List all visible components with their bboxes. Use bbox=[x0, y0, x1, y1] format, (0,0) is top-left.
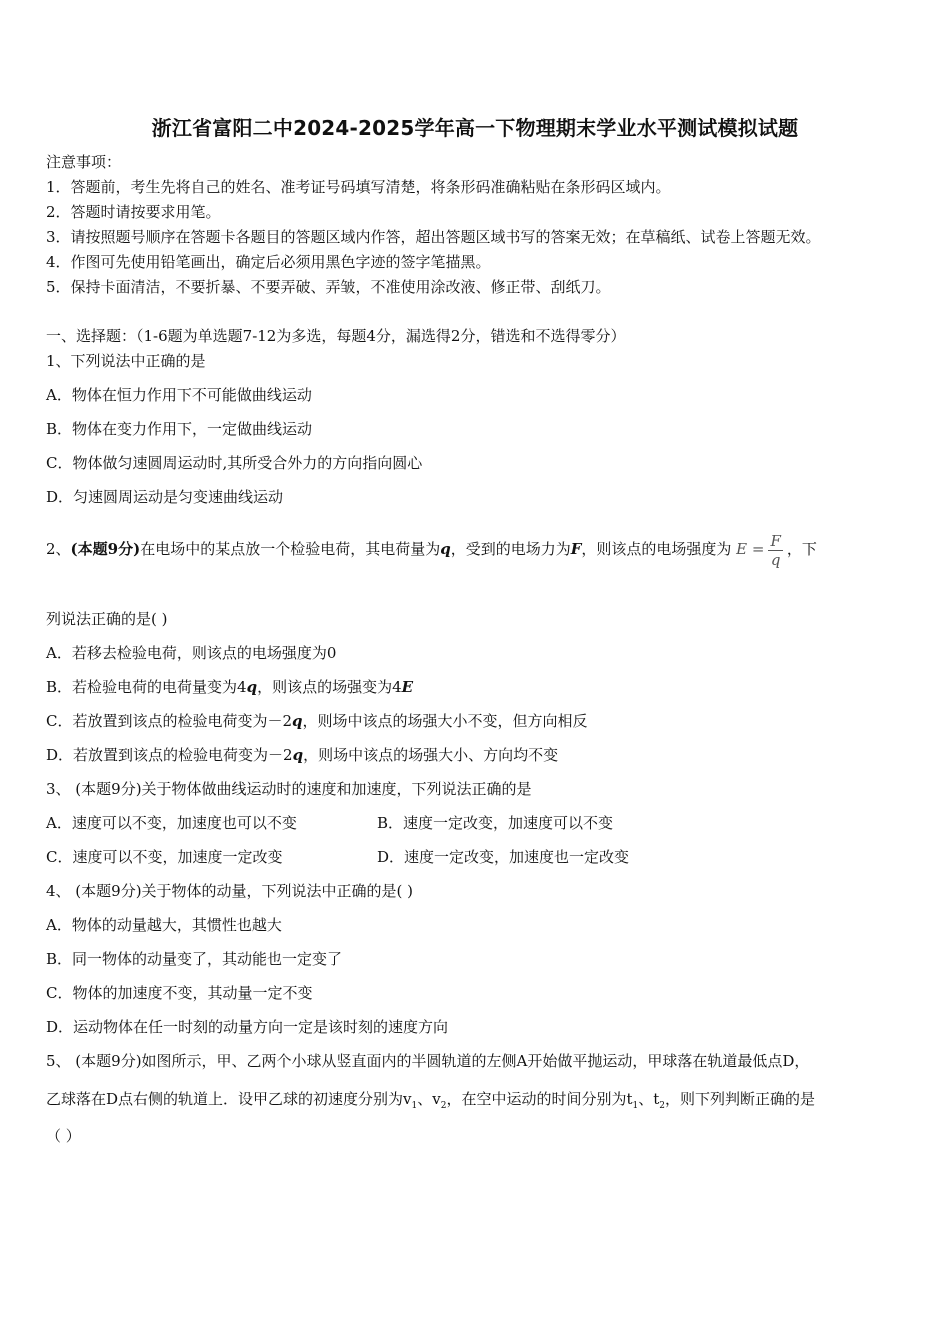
q2-option-a: A．若移去检验电荷，则该点的电场强度为0 bbox=[46, 644, 337, 662]
q4-option-a: A．物体的动量越大，其惯性也越大 bbox=[46, 916, 282, 934]
notice-item-5: 5．保持卡面清洁，不要折暴、不要弄破、弄皱，不准使用涂改液、修正带、刮纸刀。 bbox=[46, 278, 611, 296]
formula-lhs: E = bbox=[736, 540, 765, 558]
formula-fraction bbox=[768, 532, 782, 569]
notice-heading: 注意事项： bbox=[46, 153, 122, 171]
notice-item-1: 1．答题前，考生先将自己的姓名、准考证号码填写清楚，将条形码准确粘贴在条形码区域内。 bbox=[46, 178, 671, 196]
q4-option-c: C．物体的加速度不变，其动量一定不变 bbox=[46, 984, 313, 1002]
page-title: 浙江省富阳二中2024-2025学年高一下物理期末学业水平测试模拟试题 bbox=[151, 116, 799, 140]
section-heading: 一、选择题：（1-6题为单选题7-12为多选，每题4分，漏选得2分，错选和不选得零分） bbox=[46, 327, 626, 345]
q2-option-d: D．若放置到该点的检验电荷变为－2q，则场中该点的场强大小、方向均不变 bbox=[46, 746, 559, 764]
notice-item-2: 2．答题时请按要求用笔。 bbox=[46, 203, 221, 221]
q2-stem-line2: 列说法正确的是( ) bbox=[46, 610, 168, 628]
q3-option-a: A．速度可以不变，加速度也可以不变 bbox=[46, 814, 297, 832]
q3-stem: 3、 (本题9分)关于物体做曲线运动时的速度和加速度，下列说法正确的是 bbox=[46, 780, 532, 798]
q4-option-b: B．同一物体的动量变了，其动能也一定变了 bbox=[46, 950, 343, 968]
q4-stem: 4、 (本题9分)关于物体的动量，下列说法中正确的是( ) bbox=[46, 882, 414, 900]
q2-option-b: B．若检验电荷的电荷量变为4q，则该点的场强变为4E bbox=[46, 678, 414, 696]
q1-option-d: D．匀速圆周运动是匀变速曲线运动 bbox=[46, 488, 284, 506]
formula-denominator: q bbox=[770, 550, 781, 569]
q4-option-d: D．运动物体在任一时刻的动量方向一定是该时刻的速度方向 bbox=[46, 1018, 449, 1036]
q5-stem-line3: （ ） bbox=[46, 1127, 81, 1145]
q1-option-a: A．物体在恒力作用下不可能做曲线运动 bbox=[46, 386, 312, 404]
q1-option-c: C．物体做匀速圆周运动时,其所受合外力的方向指向圆心 bbox=[46, 454, 423, 472]
q3-option-d: D．速度一定改变，加速度也一定改变 bbox=[377, 848, 630, 866]
formula-numerator: F bbox=[770, 531, 781, 550]
q5-stem-line1: 5、 (本题9分)如图所示，甲、乙两个小球从竖直面内的半圆轨道的左侧A开始做平抛运动，甲球落在轨道最低点D， bbox=[46, 1052, 810, 1070]
q2-stem-line1: 2、(本题9分)在电场中的某点放一个检验电荷，其电荷量为q，受到的电场力为F，则该点的电场强度为 E = $\frac{F}{q}$ ，下 bbox=[46, 531, 817, 569]
notice-item-3: 3．请按照题号顺序在答题卡各题目的答题区域内作答，超出答题区域书写的答案无效；在草稿纸、试卷上答题无效。 bbox=[46, 228, 821, 246]
q3-option-b: B．速度一定改变，加速度可以不变 bbox=[377, 814, 614, 832]
q2-option-c: C．若放置到该点的检验电荷变为－2q，则场中该点的场强大小不变，但方向相反 bbox=[46, 712, 588, 730]
q1-stem: 1、下列说法中正确的是 bbox=[46, 352, 206, 370]
q1-option-b: B．物体在变力作用下，一定做曲线运动 bbox=[46, 420, 313, 438]
notice-item-4: 4．作图可先使用铅笔画出，确定后必须用黑色字迹的签字笔描黑。 bbox=[46, 253, 491, 271]
q5-stem-line2: 乙球落在D点右侧的轨道上．设甲乙球的初速度分别为$v_1$、$v_2$，在空中运动的时间分别为$t_1$、$t_2$，则下列判断正确的是 bbox=[46, 1090, 816, 1111]
q3-option-c: C．速度可以不变，加速度一定改变 bbox=[46, 848, 283, 866]
